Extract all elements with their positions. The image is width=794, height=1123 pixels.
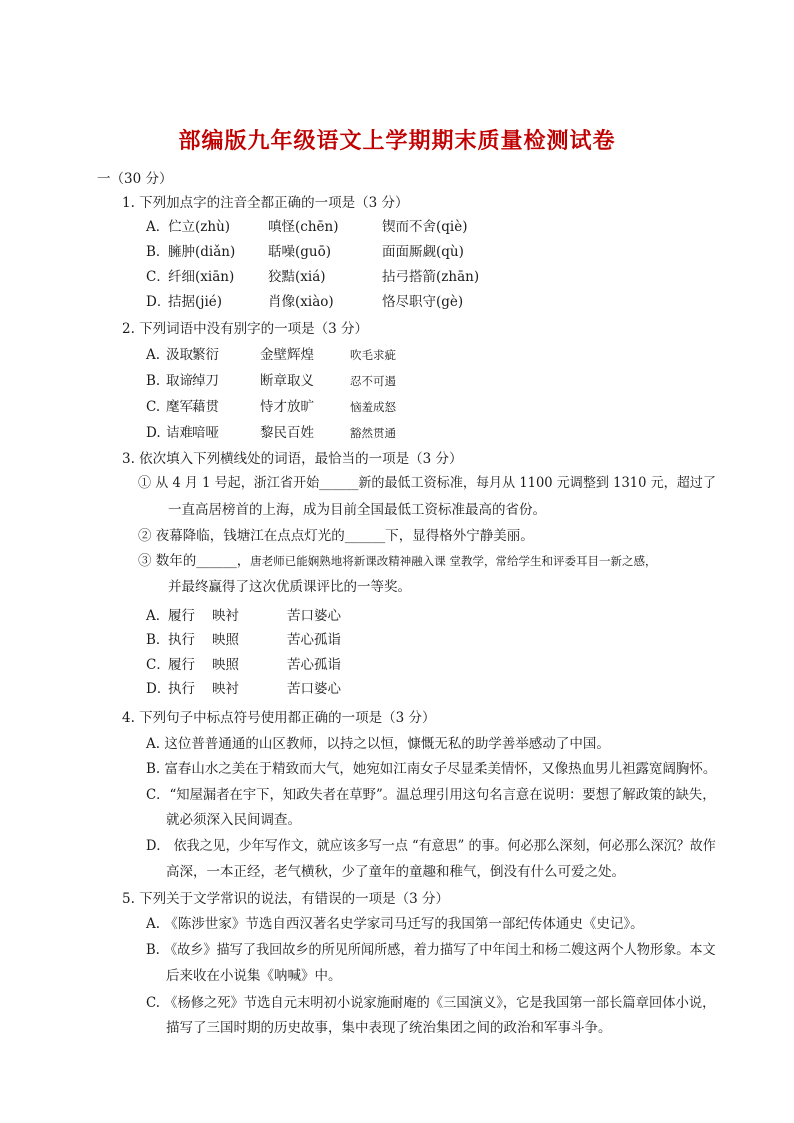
option-item: 汲取 xyxy=(166,347,193,363)
sentence-text: 唐老师已能娴熟地将新课改精神融入课 堂教学，常给学生和评委耳目一新之感， xyxy=(250,554,657,568)
option-item: 伫立(zhù) xyxy=(168,219,231,235)
q5-option-b: B. 《故乡》描写了我回故乡的所见所闻所感，着力描写了中年闰土和杨二嫂这两个人物形象。本文 xyxy=(146,942,716,958)
option-item: 苦口婆心 xyxy=(287,608,341,624)
option-label: D． xyxy=(146,294,171,310)
option-item: 恼羞成怒 xyxy=(350,400,396,414)
option-item: 拈弓搭箭(zhān) xyxy=(382,269,480,285)
option-label: B． xyxy=(146,632,170,648)
option-item: 肖像(xiào) xyxy=(268,294,334,310)
option-label: C． xyxy=(146,657,170,673)
sentence-text: ③ 数年的______， xyxy=(138,553,251,569)
option-label: B. xyxy=(146,373,161,389)
page-title: 部编版九年级语文上学期期末质量检测试卷 xyxy=(178,128,616,154)
option-item: 喑哑 xyxy=(192,425,219,441)
q3-sentence-3 xyxy=(138,555,656,569)
q2-option-b xyxy=(146,373,396,389)
option-item: 面面厮觑(qù) xyxy=(382,244,464,260)
option-item: 藉贯 xyxy=(192,399,219,415)
option-item: 忍不可遏 xyxy=(350,374,396,388)
q2-stem: 2. 下列词语中没有别字的一项是（3 分） xyxy=(122,321,369,337)
option-item: 麾军 xyxy=(166,399,193,415)
option-item: 苦心孤诣 xyxy=(287,657,341,673)
option-label: B． xyxy=(146,244,170,260)
option-item: 黎民百姓 xyxy=(260,425,314,441)
q1-option-c xyxy=(146,269,480,285)
q4-option-d-cont: 高深，一本正经，老气横秋，少了童年的童趣和稚气，倒没有什么可爱之处。 xyxy=(166,864,625,880)
q3-option-d xyxy=(146,681,341,697)
option-item: 断章取义 xyxy=(260,373,314,389)
option-item: 纤细(xiān) xyxy=(168,269,235,285)
option-item: 恃才放旷 xyxy=(260,399,314,415)
option-item: 映照 xyxy=(212,632,239,648)
option-item: 映照 xyxy=(212,657,239,673)
option-item: 狡黠(xiá) xyxy=(268,269,326,285)
q1-option-a xyxy=(146,219,468,235)
option-item: 恪尽职守(gè) xyxy=(382,294,464,310)
option-item: 执行 xyxy=(168,632,195,648)
option-item: 执行 xyxy=(168,681,195,697)
q5-option-a: A. 《陈涉世家》节选自西汉著名史学家司马迁写的我国第一部纪传体通史《史记》。 xyxy=(146,916,644,932)
option-item: 映衬 xyxy=(212,681,239,697)
q5-stem: 5. 下列关于文学常识的说法，有错误的一项是（3 分） xyxy=(122,891,450,907)
section-heading: 一（30 分） xyxy=(97,171,173,187)
option-item: 繁衍 xyxy=(192,347,219,363)
q3-sentence-2: ② 夜幕降临，钱塘江在点点灯光的______下，显得格外宁静美丽。 xyxy=(138,528,534,544)
q5-option-b-cont: 后来收在小说集《呐喊》中。 xyxy=(166,968,342,984)
option-item: 绰刀 xyxy=(192,373,219,389)
q4-stem: 4. 下列句子中标点符号使用都正确的一项是（3 分） xyxy=(122,710,436,726)
option-item: 履行 xyxy=(168,657,195,673)
option-label: A. xyxy=(146,347,161,363)
q3-sentence-1-cont: 一直高居榜首的上海，成为目前全国最低工资标准最高的省份。 xyxy=(168,502,546,518)
option-label: C. xyxy=(146,399,161,415)
q1-option-d xyxy=(146,294,464,310)
option-label: A． xyxy=(146,219,170,235)
q5-option-c: C. 《杨修之死》节选自元末明初小说家施耐庵的《三国演义》，它是我国第一部长篇章回体小说， xyxy=(146,995,716,1011)
option-item: 诘难 xyxy=(166,425,193,441)
q4-option-c-cont: 就必须深入民间调查。 xyxy=(166,812,301,828)
option-item: 嗔怪(chēn) xyxy=(268,219,339,235)
q4-option-c: C．“知屋漏者在宇下，知政失者在草野”。温总理引用这句名言意在说明：要想了解政策的缺失， xyxy=(146,787,716,803)
option-item: 拮据(jié) xyxy=(168,294,223,310)
option-item: 履行 xyxy=(168,608,195,624)
option-item: 映衬 xyxy=(212,608,239,624)
q4-option-a: A. 这位普普通通的山区教师，以持之以恒，慷慨无私的助学善举感动了中国。 xyxy=(146,736,610,752)
option-item: 聒噪(guō) xyxy=(268,244,331,260)
option-item: 取谛 xyxy=(166,373,193,389)
q2-option-c xyxy=(146,399,396,415)
option-label: D. xyxy=(146,425,161,441)
option-item: 锲而不舍(qiè) xyxy=(382,219,468,235)
option-item: 吹毛求疵 xyxy=(350,348,396,362)
q3-option-c xyxy=(146,657,341,673)
q1-stem: 1. 下列加点字的注音全都正确的一项是（3 分） xyxy=(122,195,409,211)
option-item: 苦心孤诣 xyxy=(287,632,341,648)
q2-option-d xyxy=(146,425,396,441)
q3-option-b xyxy=(146,632,341,648)
option-label: D． xyxy=(146,681,171,697)
q2-option-a xyxy=(146,347,396,363)
q3-sentence-3-cont: 并最终赢得了这次优质课评比的一等奖。 xyxy=(168,579,411,595)
option-label: C． xyxy=(146,269,170,285)
option-item: 臃肿(diǎn) xyxy=(168,244,236,260)
q3-option-a xyxy=(146,608,341,624)
q4-option-d: D． 依我之见，少年写作文，就应该多写一点 “有意思” 的事。何必那么深刻，何必那么深沉？故作 xyxy=(146,838,716,854)
q3-stem: 3. 依次填入下列横线处的词语，最恰当的一项是（3 分） xyxy=(122,451,463,467)
q4-option-b: B. 富春山水之美在于精致而大气，她宛如江南女子尽显柔美情怀，又像热血男儿袒露宽阔胸怀。 xyxy=(146,761,717,777)
q5-option-c-cont: 描写了三国时期的历史故事，集中表现了统治集团之间的政治和军事斗争。 xyxy=(166,1020,612,1036)
q1-option-b xyxy=(146,244,464,260)
option-item: 金壁辉煌 xyxy=(260,347,314,363)
q3-sentence-1: ① 从 4 月 1 号起，浙江省开始______新的最低工资标准，每月从 1100 元调整到 1310 元，超过了 xyxy=(138,475,716,491)
option-item: 苦口婆心 xyxy=(287,681,341,697)
option-label: A． xyxy=(146,608,170,624)
option-item: 豁然贯通 xyxy=(350,426,396,440)
